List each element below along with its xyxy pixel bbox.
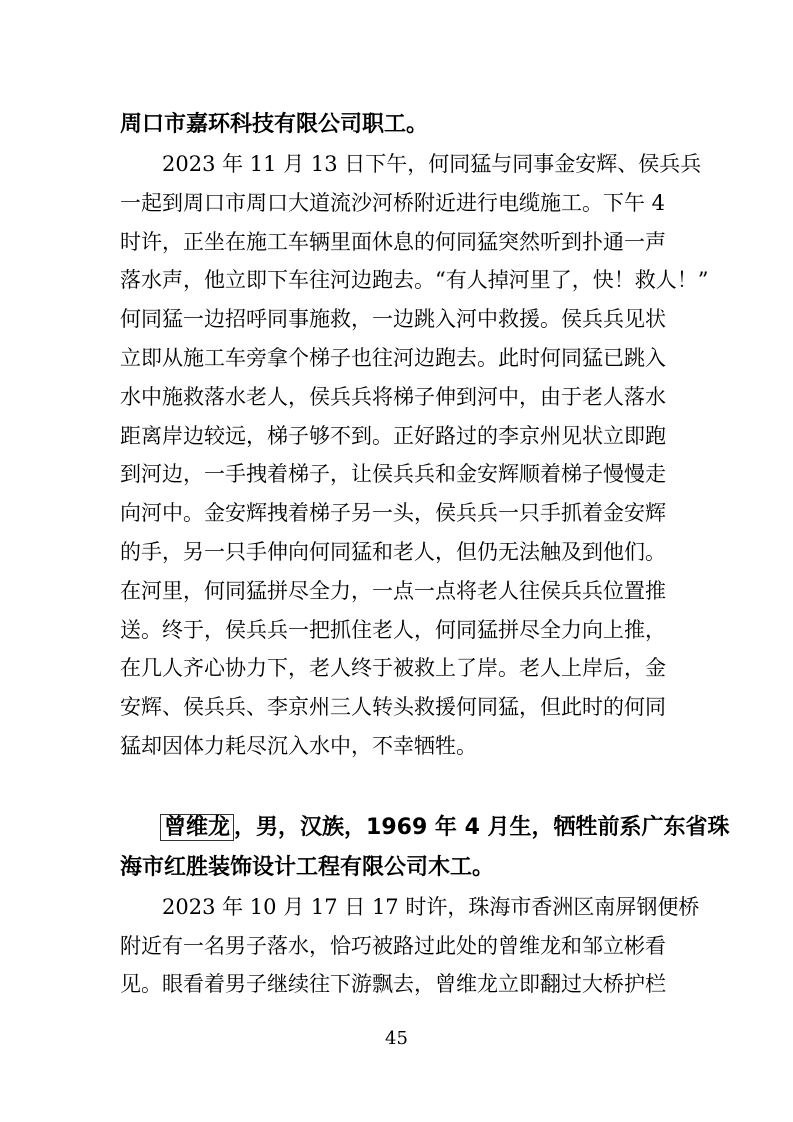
paragraph-line: 2023 年 10 月 17 日 17 时许，珠海市香洲区南屏钢便桥 — [162, 894, 700, 919]
paragraph-line: 时许，正坐在施工车辆里面休息的何同猛突然听到扑通一声 — [120, 229, 666, 254]
paragraph-line: 2023 年 11 月 13 日下午，何同猛与同事金安辉、侯兵兵 — [162, 152, 702, 176]
section-gap — [120, 766, 680, 808]
section1-paragraph — [120, 145, 709, 766]
paragraph-line: 何同猛一边招呼同事施救，一边跳入河中救援。侯兵兵见状 — [120, 307, 666, 332]
section2-heading-line1 — [120, 808, 730, 848]
paragraph-line: 安辉、侯兵兵、李京州三人转头救援何同猛，但此时的何同 — [120, 695, 666, 720]
paragraph-line: 落水声，他立即下车往河边跑去。“有人掉河里了，快！救人！” — [120, 268, 709, 293]
paragraph-line: 送。终于，侯兵兵一把抓住老人，何同猛拼尽全力向上推， — [120, 617, 666, 642]
section2-heading-line2: 海市红胜装饰设计工程有限公司木工。 — [120, 854, 495, 880]
paragraph-line: 立即从施工车旁拿个梯子也往河边跑去。此时何同猛已跳入 — [120, 345, 666, 370]
paragraph-line: 距离岸边较远，梯子够不到。正好路过的李京州见状立即跑 — [120, 423, 666, 448]
paragraph-line: 水中施救落水老人，侯兵兵将梯子伸到河中，由于老人落水 — [120, 384, 666, 409]
paragraph-line: 的手，另一只手伸向何同猛和老人，但仍无法触及到他们。 — [120, 539, 666, 564]
paragraph-line: 附近有一名男子落水，恰巧被路过此处的曾维龙和邹立彬看 — [120, 933, 666, 958]
paragraph-line: 一起到周口市周口大道流沙河桥附近进行电缆施工。下午 4 — [120, 190, 666, 215]
section1-heading-tail: 周口市嘉环科技有限公司职工。 — [120, 112, 429, 137]
paragraph-line: 向河中。金安辉拽着梯子另一头，侯兵兵一只手抓着金安辉 — [120, 501, 666, 526]
paragraph-line: 见。眼看着男子继续往下游飘去，曾维龙立即翻过大桥护栏 — [120, 972, 666, 997]
highlighted-name: 曾维龙 — [160, 814, 234, 841]
paragraph-line: 在河里，何同猛拼尽全力，一点一点将老人往侯兵兵位置推 — [120, 578, 666, 603]
paragraph-line: 到河边，一手拽着梯子，让侯兵兵和金安辉顺着梯子慢慢走 — [120, 462, 666, 487]
section2-heading-rest: ，男，汉族，1969 年 4 月生，牺牲前系广东省珠 — [234, 814, 730, 840]
section2-paragraph — [120, 888, 700, 1004]
paragraph-line: 猛却因体力耗尽沉入水中，不幸牺牲。 — [120, 733, 477, 758]
paragraph-line: 在几人齐心协力下，老人终于被救上了岸。老人上岸后，金 — [120, 656, 666, 681]
page-content — [120, 105, 730, 1004]
page-number: 45 — [385, 1028, 408, 1049]
